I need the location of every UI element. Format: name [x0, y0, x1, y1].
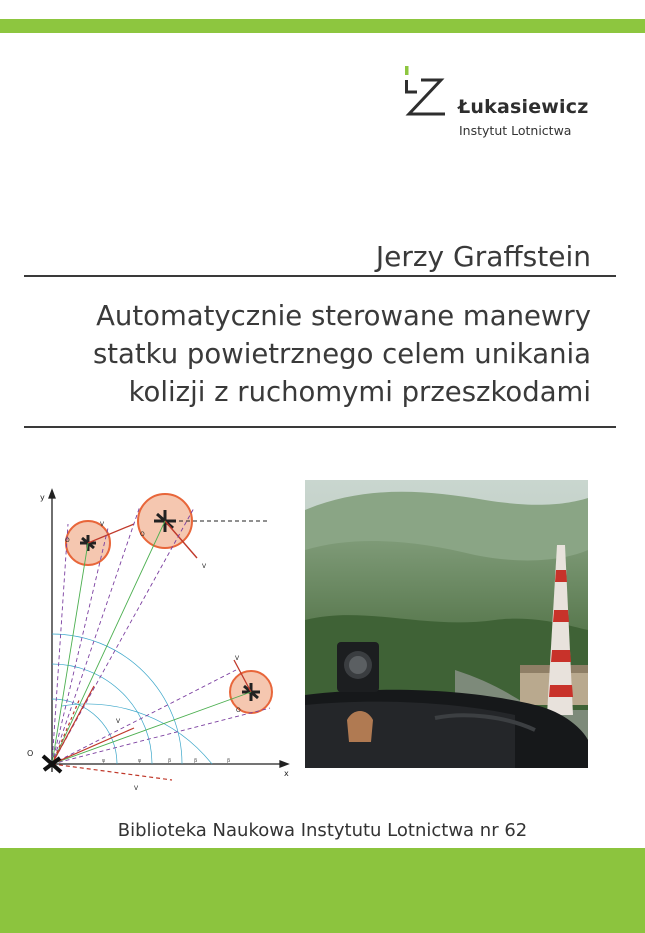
top-accent-bar	[0, 19, 645, 33]
svg-text:O: O	[65, 537, 70, 544]
svg-text:O: O	[140, 531, 145, 538]
svg-text:β: β	[194, 758, 198, 764]
origin-label: O	[27, 749, 34, 758]
svg-text:ψ: ψ	[102, 758, 106, 764]
title-line-3: kolizji z ruchomymi przeszkodami	[128, 376, 591, 408]
obstacle-1	[65, 521, 134, 565]
cockpit-photo	[305, 480, 588, 768]
svg-text:V: V	[100, 521, 105, 528]
obstacle-2	[138, 494, 270, 570]
range-arcs	[52, 634, 212, 764]
svg-text:V: V	[116, 718, 121, 725]
svg-text:V: V	[134, 785, 139, 792]
svg-text:V: V	[235, 655, 240, 662]
series-title: Biblioteka Naukowa Instytutu Lotnictwa nr 62	[117, 820, 528, 841]
publisher-subtitle: Instytut Lotnictwa	[459, 123, 572, 138]
publisher-logo	[401, 66, 601, 146]
svg-text:ψ: ψ	[138, 758, 142, 764]
author-name: Jerzy Graffstein	[375, 240, 591, 273]
title-line-1: Automatycznie sterowane manewry	[96, 300, 591, 332]
svg-text:β: β	[168, 758, 172, 764]
x-axis-label: x	[284, 769, 289, 778]
collision-avoidance-diagram	[22, 480, 292, 800]
svg-text:O: O	[236, 707, 241, 714]
svg-text:V: V	[202, 563, 207, 570]
title-line-2: statku powietrznego celem unikania	[92, 338, 591, 370]
obstacle-3	[230, 655, 272, 714]
book-title	[20, 297, 591, 411]
lukasiewicz-logo-mark-icon	[401, 66, 449, 122]
svg-text:β: β	[227, 758, 231, 764]
publisher-name: Łukasiewicz	[458, 96, 589, 118]
title-rule-top	[24, 275, 616, 277]
title-rule-bottom	[24, 426, 616, 428]
bottom-brand-band	[0, 848, 645, 933]
y-axis-label: y	[40, 493, 45, 502]
